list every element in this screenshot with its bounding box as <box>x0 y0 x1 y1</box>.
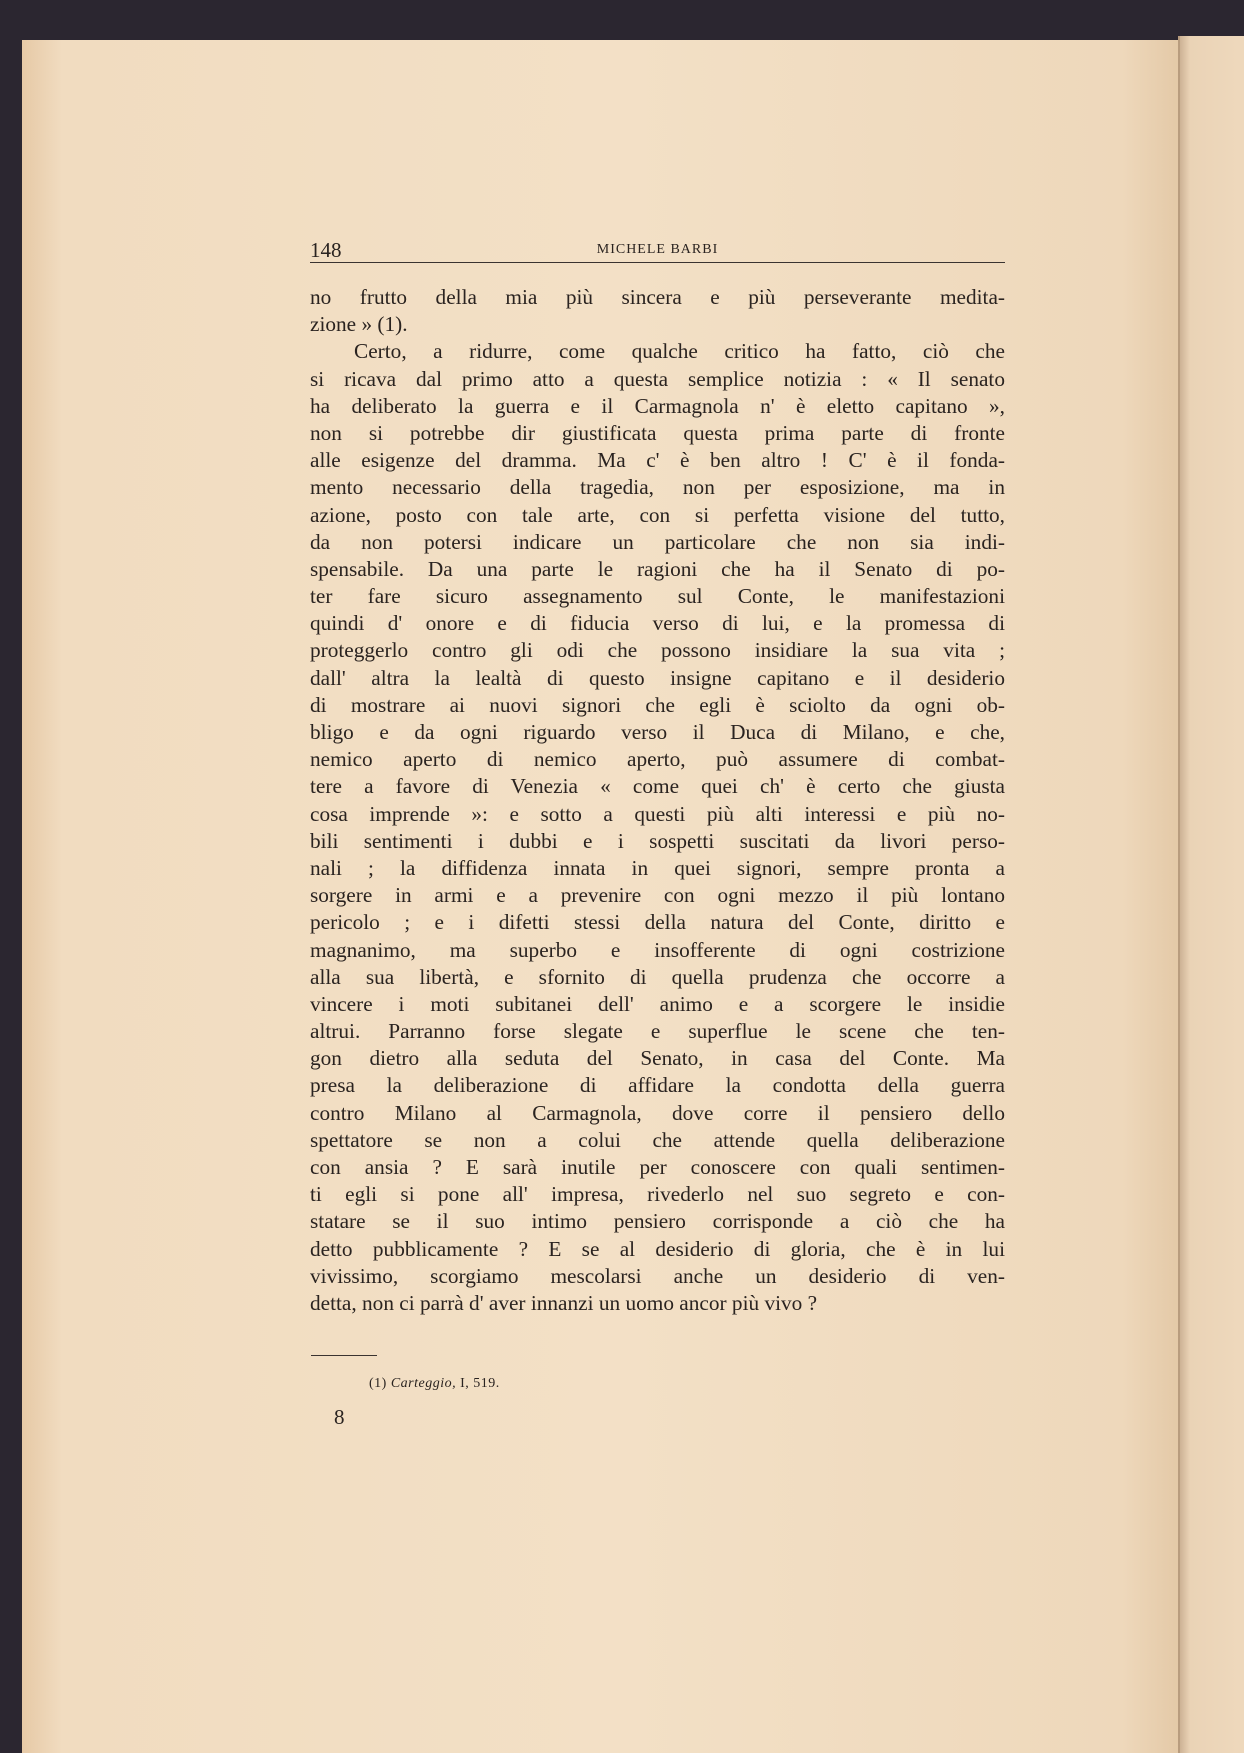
text-line: spettatore se non a colui che attende quella deliberazione <box>310 1127 1005 1152</box>
text-line: con ansia ? E sarà inutile per conoscere con quali sentimen- <box>310 1155 1005 1179</box>
text-line: sorgere in armi e a prevenire con ogni mezzo il più lontano <box>310 883 1005 908</box>
text-line: alle esigenze del dramma. Ma c' è ben altro ! C' è il fonda- <box>310 448 1005 473</box>
footnote-marker: (1) <box>369 1376 387 1391</box>
text-line: presa la deliberazione di affidare la condotta della guerra <box>310 1073 1005 1098</box>
text-line: contro Milano al Carmagnola, dove corre il pensiero dello <box>310 1100 1005 1125</box>
text-line: statare se il suo intimo pensiero corrisponde a ciò che ha <box>310 1209 1005 1234</box>
page-number: 148 <box>310 238 342 262</box>
signature-mark: 8 <box>334 1405 345 1429</box>
text-line: no frutto della mia più sincera e più perseverante medita- <box>310 285 1005 309</box>
body-text <box>310 284 1005 1317</box>
text-line: ter fare sicuro assegnamento sul Conte, le manifestazioni <box>310 584 1005 609</box>
text-line: proteggerlo contro gli odi che possono insidiare la sua vita ; <box>310 638 1005 663</box>
text-line: tere a favore di Venezia « come quei ch' è certo che giusta <box>310 774 1005 799</box>
text-line: Certo, a ridurre, come qualche critico ha fatto, ciò che <box>354 339 1005 364</box>
text-line: altrui. Parranno forse slegate e superflue le scene che ten- <box>310 1019 1005 1044</box>
text-line: gon dietro alla seduta del Senato, in casa del Conte. Ma <box>310 1046 1005 1071</box>
text-line: vincere i moti subitanei dell' animo e a scorgere le insidie <box>310 991 1005 1016</box>
text-line: detto pubblicamente ? E se al desiderio di gloria, che è in lui <box>310 1236 1005 1261</box>
text-line: da non potersi indicare un particolare che non sia indi- <box>310 529 1005 554</box>
text-line: spensabile. Da una parte le ragioni che ha il Senato di po- <box>310 556 1005 581</box>
text-line: quindi d' onore e di fiducia verso di lui, e la promessa di <box>310 611 1005 636</box>
text-line: zione » (1). <box>310 312 408 337</box>
text-line: alla sua libertà, e sfornito di quella prudenza che occorre a <box>310 964 1005 989</box>
text-line: cosa imprende »: e sotto a questi più alti interessi e più no- <box>310 801 1005 826</box>
facing-page-edge <box>1178 36 1244 1753</box>
footnote <box>369 1376 500 1392</box>
text-line: nemico aperto di nemico aperto, può assumere di combat- <box>310 747 1005 772</box>
footnote-source: Carteggio, <box>390 1376 457 1391</box>
text-line: vivissimo, scorgiamo mescolarsi anche un desiderio di ven- <box>310 1263 1005 1288</box>
text-line: detta, non ci parrà d' aver innanzi un uomo ancor più vivo ? <box>310 1290 818 1315</box>
text-line: ti egli si pone all' impresa, rivederlo nel suo segreto e con- <box>310 1182 1005 1207</box>
text-line: mento necessario della tragedia, non per esposizione, ma in <box>310 475 1005 500</box>
text-line: pericolo ; e i difetti stessi della natura del Conte, diritto e <box>310 910 1005 935</box>
text-line: bligo e da ogni riguardo verso il Duca di Milano, e che, <box>310 720 1005 744</box>
footnote-ref: I, 519. <box>460 1376 500 1391</box>
text-line: non si potrebbe dir giustificata questa prima parte di fronte <box>310 420 1005 445</box>
text-line: si ricava dal primo atto a questa semplice notizia : « Il senato <box>310 366 1005 391</box>
running-head <box>310 238 1005 263</box>
text-line: magnanimo, ma superbo e insofferente di ogni costrizione <box>310 937 1005 962</box>
text-line: bili sentimenti i dubbi e i sospetti suscitati da livori perso- <box>310 828 1005 853</box>
text-line: azione, posto con tale arte, con si perfetta visione del tutto, <box>310 502 1005 527</box>
text-line: dall' altra la lealtà di questo insigne capitano e il desiderio <box>310 665 1005 690</box>
text-line: di mostrare ai nuovi signori che egli è sciolto da ogni ob- <box>310 692 1005 717</box>
text-line: ha deliberato la guerra e il Carmagnola n' è eletto capitano », <box>310 393 1005 418</box>
footnote-divider <box>311 1355 377 1356</box>
text-line: nali ; la diffidenza innata in quei signori, sempre pronta a <box>310 855 1005 880</box>
running-title: MICHELE BARBI <box>596 242 719 257</box>
